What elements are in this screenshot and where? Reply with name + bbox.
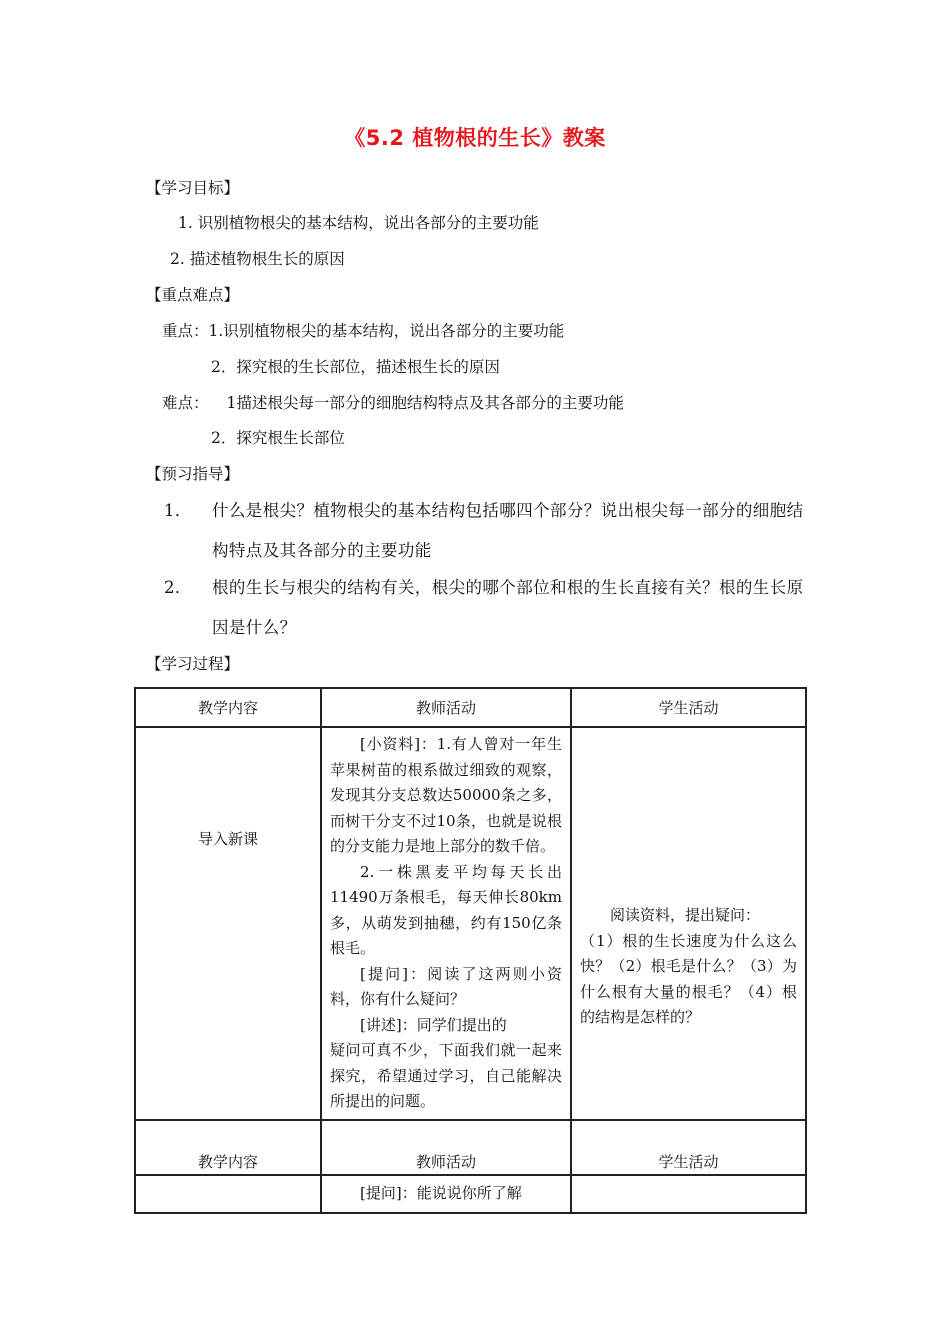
- table-row: [135, 727, 806, 1120]
- difficulty-label: 难点：: [162, 394, 209, 412]
- question-2-line-2: 因是什么？: [212, 618, 297, 637]
- column-header-student: 学生活动: [571, 688, 806, 727]
- student-paragraph: 阅读资料，提出疑问：: [610, 906, 761, 924]
- row-student-cell: [571, 727, 806, 1120]
- teacher-paragraph: 2.一株黑麦平均每天长出11490万条根毛，每天伸长80km多，从萌发到抽穗，约有150亿条根毛。: [330, 862, 562, 957]
- student-paragraph: （1）根的生长速度为什么这么快？（2）根毛是什么？（3）为什么根有大量的根毛？（4）根的结构是怎样的？: [580, 931, 797, 1026]
- preview-question-1: [164, 501, 804, 521]
- row-teacher-cell: [提问]：能说说你所了解: [321, 1175, 571, 1213]
- row-content-cell: [135, 1175, 321, 1213]
- question-2-number: 2．: [164, 578, 192, 597]
- teacher-paragraph: 疑问可真不少，下面我们就一起来探究，希望通过学习，自己能解决所提出的问题。: [330, 1041, 562, 1110]
- objective-item-2: 2. 描述植物根生长的原因: [170, 250, 345, 268]
- row-student-cell: [571, 1175, 806, 1213]
- question-1-line-1: 什么是根尖？植物根尖的基本结构包括哪四个部分？说出根尖每一部分的细胞结: [212, 501, 804, 520]
- row-teacher-cell: [321, 727, 571, 1120]
- learning-process-table: [134, 687, 807, 1214]
- column-header-content: 教学内容: [135, 688, 321, 727]
- preview-heading: 【预习指导】: [146, 465, 240, 483]
- column-header-teacher: 教师活动: [321, 688, 571, 727]
- document-title: 《5.2 植物根的生长》教案: [344, 126, 606, 150]
- repeat-header-student: 学生活动: [571, 1120, 806, 1175]
- objectives-heading: 【学习目标】: [146, 179, 240, 197]
- focus-item-1: 1.识别植物根尖的基本结构，说出各部分的主要功能: [208, 322, 565, 340]
- table-repeat-header-row: [135, 1120, 806, 1175]
- preview-question-2: [164, 578, 804, 598]
- key-points-heading: 【重点难点】: [146, 286, 240, 304]
- teacher-paragraph: [讲述]：同学们提出的: [360, 1015, 507, 1034]
- focus-item-2: 2．探究根的生长部位，描述根生长的原因: [211, 358, 500, 376]
- teacher-paragraph: [小资料]：1.有人曾对一年生苹果树苗的根系做过细致的观察，发现其分支总数达50000条之多，而树干分支不过10条，也就是说根的分支能力是地上部分的数千倍。: [330, 735, 562, 855]
- table-row: [135, 1175, 806, 1213]
- table-header-row: [135, 688, 806, 727]
- difficulty-item-2: 2．探究根生长部位: [211, 429, 345, 447]
- focus-row-1: [162, 321, 564, 341]
- focus-label: 重点：: [162, 322, 209, 340]
- difficulty-item-1: 1描述根尖每一部分的细胞结构特点及其各部分的主要功能: [226, 394, 624, 412]
- objective-item-1: 1. 识别植物根尖的基本结构，说出各部分的主要功能: [178, 214, 539, 232]
- teacher-paragraph: [提问]：阅读了这两则小资料，你有什么疑问？: [330, 964, 562, 1008]
- question-2-line-1: 根的生长与根尖的结构有关，根尖的哪个部位和根的生长直接有关？根的生长原: [212, 578, 804, 597]
- repeat-header-content: 教学内容: [135, 1120, 321, 1175]
- difficulty-row-1: [162, 393, 624, 413]
- process-heading: 【学习过程】: [146, 655, 240, 673]
- repeat-header-teacher: 教师活动: [321, 1120, 571, 1175]
- question-1-number: 1．: [164, 501, 192, 520]
- row-content-cell: 导入新课: [135, 727, 321, 1120]
- question-1-line-2: 构特点及其各部分的主要功能: [212, 541, 432, 560]
